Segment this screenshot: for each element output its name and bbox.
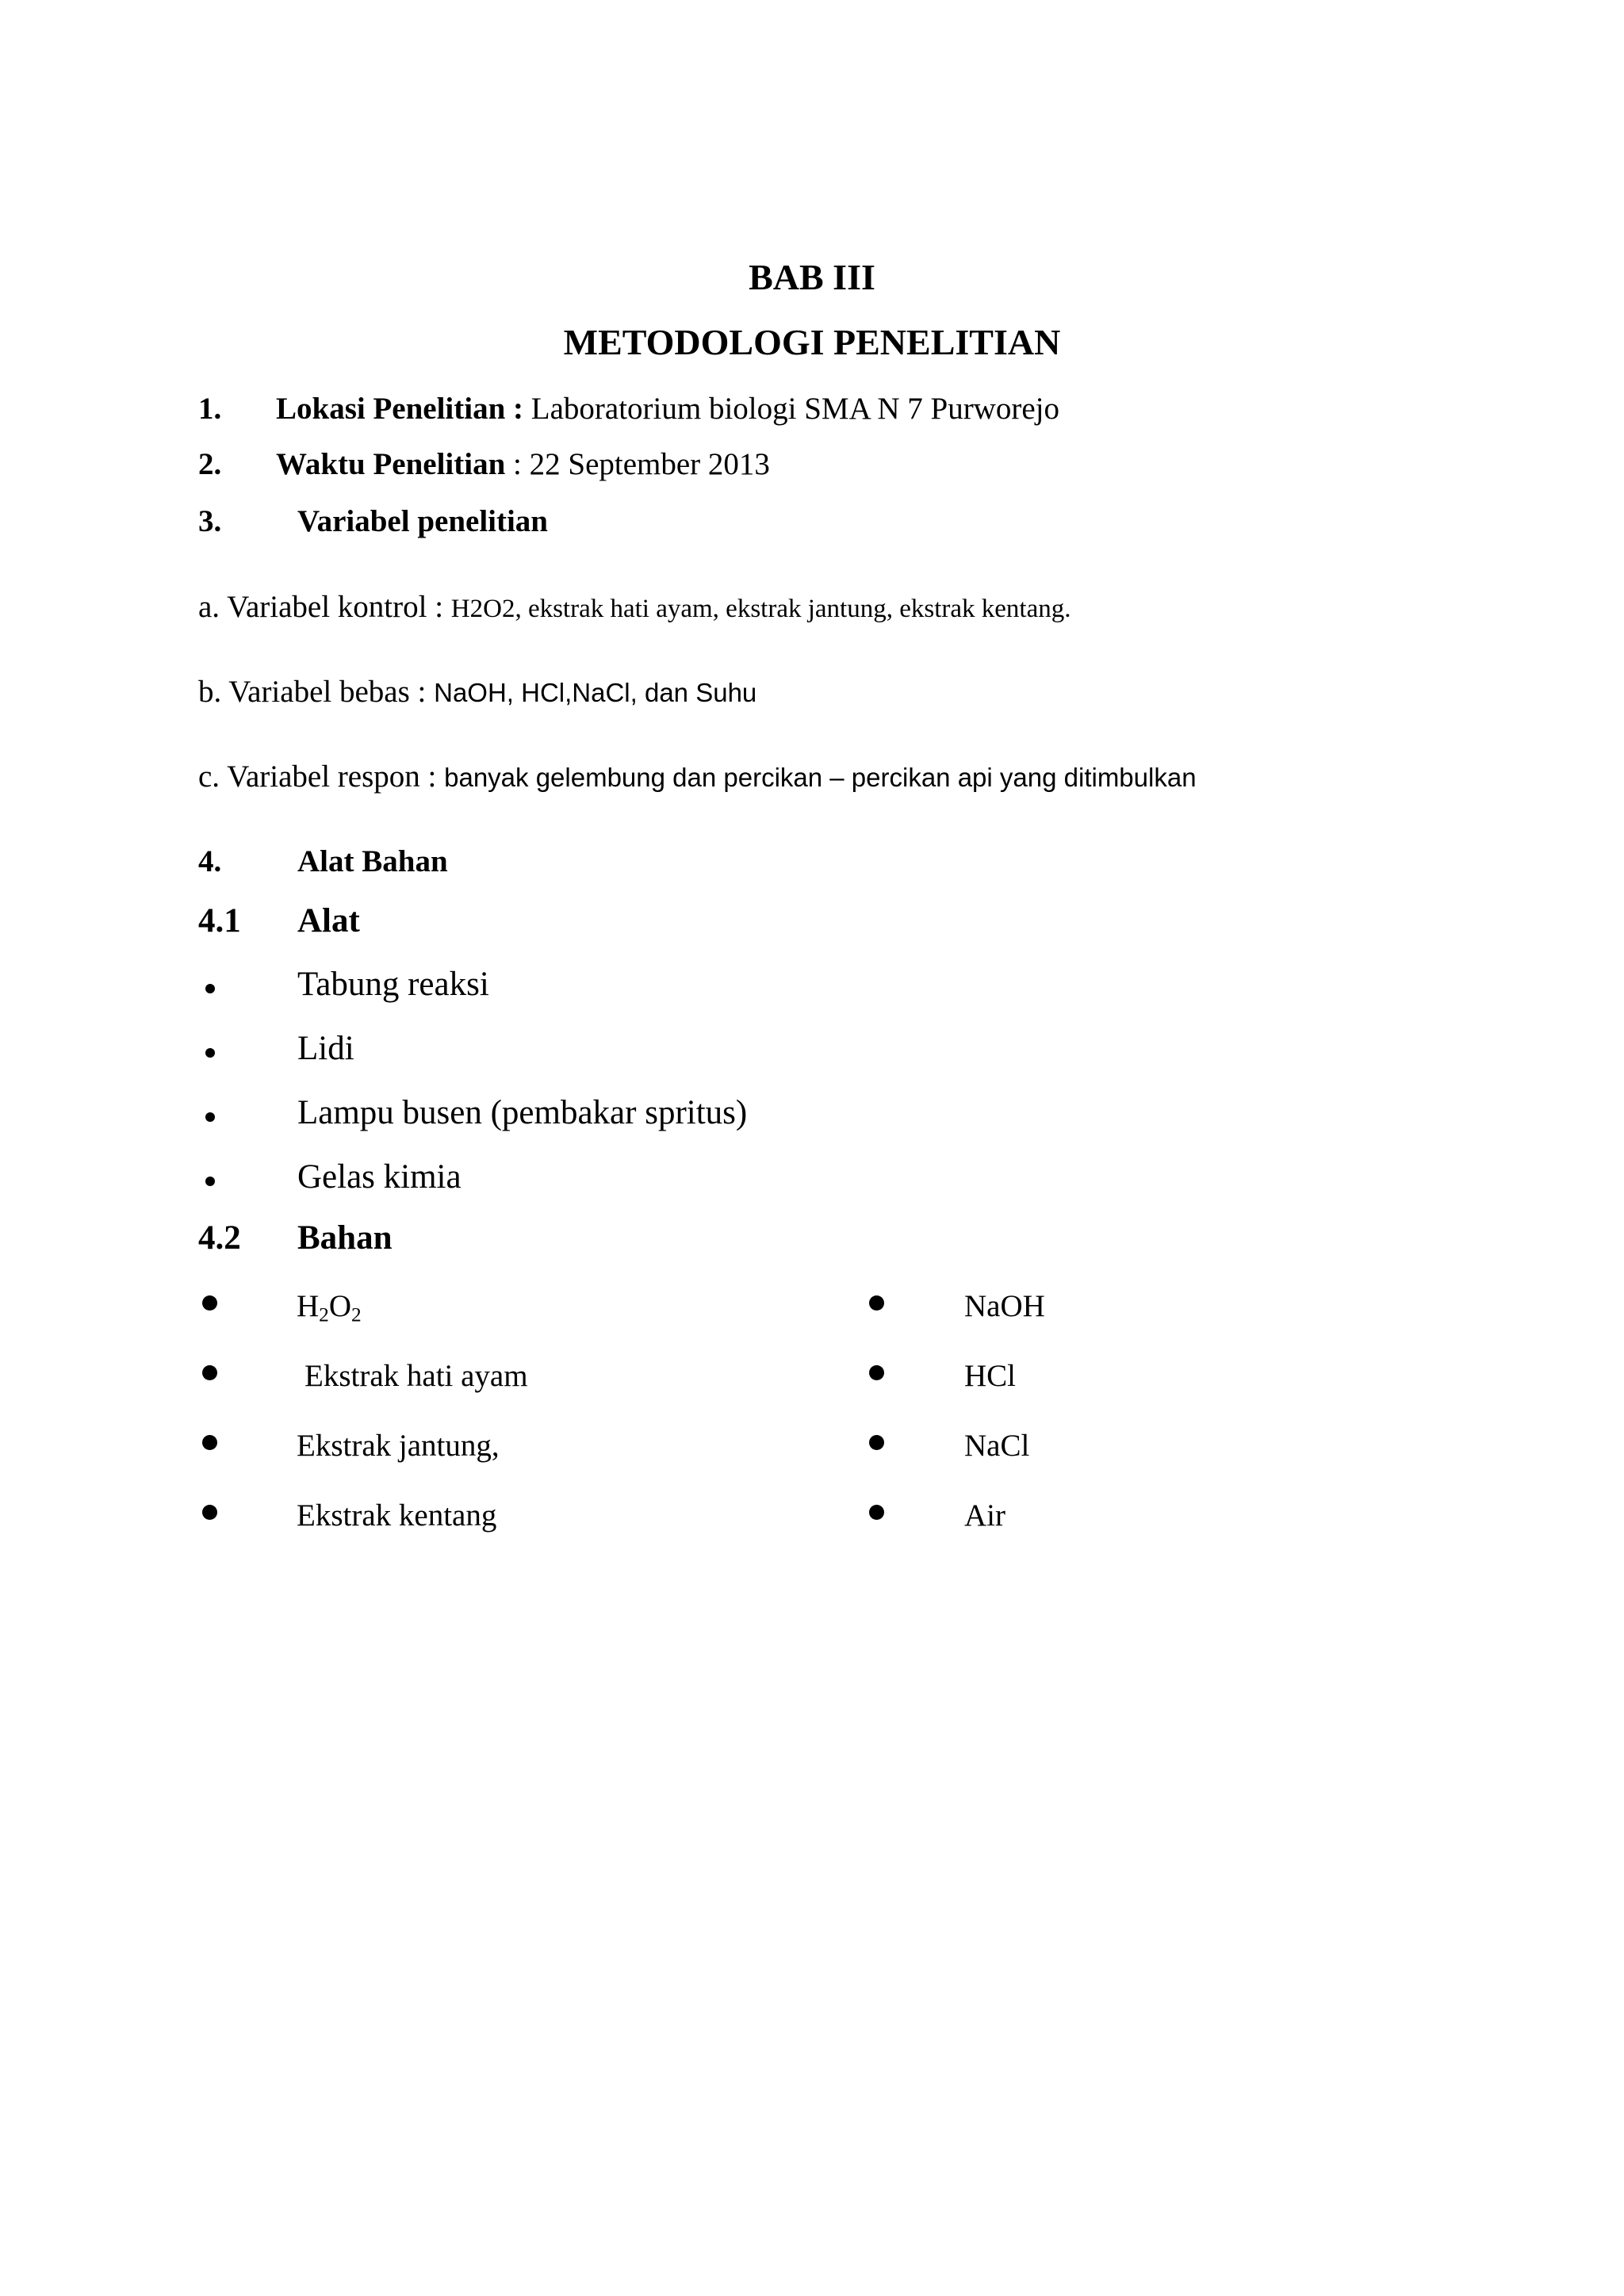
bahan-right-item: Air [964,1498,1005,1533]
bahan-left-item: Ekstrak hati ayam [304,1359,528,1393]
section-2-value: : 22 September 2013 [505,447,770,481]
alat-title: Alat [297,902,360,939]
bullet-icon [869,1365,884,1380]
bullet-icon [202,1435,217,1450]
bahan-h2o2: $H_2O_2$ [297,1289,362,1326]
alat-item: Tabung reaksi [297,966,489,1003]
bullet-icon [205,1177,215,1186]
bahan-right-item: HCl [964,1359,1017,1393]
bahan-right-item: NaCl [964,1429,1030,1463]
bahan-title: Bahan [297,1219,393,1257]
alat-item: Gelas kimia [297,1158,462,1196]
section-2-label: Waktu Penelitian [276,447,506,481]
bahan-right-item: NaOH [964,1289,1045,1323]
bullet-icon [205,1048,215,1058]
section-3-number: 3. [198,504,222,538]
bullet-icon [205,984,215,993]
chapter-heading: BAB III [749,257,875,297]
bullet-icon [205,1112,215,1122]
variable-respon-value: banyak gelembung dan percikan – percikan api yang ditimbulkan [444,763,1197,792]
bullet-icon [869,1295,884,1311]
variable-kontrol-value: H2O2, ekstrak hati ayam, ekstrak jantung, ekstrak kentang. [450,595,1071,623]
variable-bebas-label: b. Variabel bebas : [198,675,435,709]
section-4-number: 4. [198,844,222,878]
alat-number: 4.1 [198,902,241,939]
variable-respon-label: c. Variabel respon : [198,760,445,794]
alat-item: Lidi [297,1030,354,1067]
variable-bebas [198,676,756,707]
bullet-icon [202,1505,217,1520]
variable-respon [198,761,1197,792]
section-2-number: 2. [198,447,222,481]
bullet-icon [202,1295,217,1311]
variable-kontrol-label: a. Variabel kontrol : [198,590,451,624]
bahan-number: 4.2 [198,1219,241,1257]
section-1-number: 1. [198,392,222,426]
section-1-line [276,393,1059,424]
chapter-title: METODOLOGI PENELITIAN [563,322,1061,362]
section-1-label: Lokasi Penelitian : [276,392,524,426]
bullet-icon [869,1505,884,1520]
variable-kontrol [198,591,1071,622]
section-4-label: Alat Bahan [297,844,448,878]
bahan-left-item: Ekstrak jantung, [297,1429,500,1463]
bullet-icon [869,1435,884,1450]
section-3-label: Variabel penelitian [297,504,548,538]
alat-item: Lampu busen (pembakar spritus) [297,1094,748,1131]
section-1-value: Laboratorium biologi SMA N 7 Purworejo [523,392,1059,426]
section-2-line [276,449,770,480]
bahan-left-item: Ekstrak kentang [297,1498,497,1533]
bullet-icon [202,1365,217,1380]
variable-bebas-value: NaOH, HCl,NaCl, dan Suhu [434,678,757,707]
